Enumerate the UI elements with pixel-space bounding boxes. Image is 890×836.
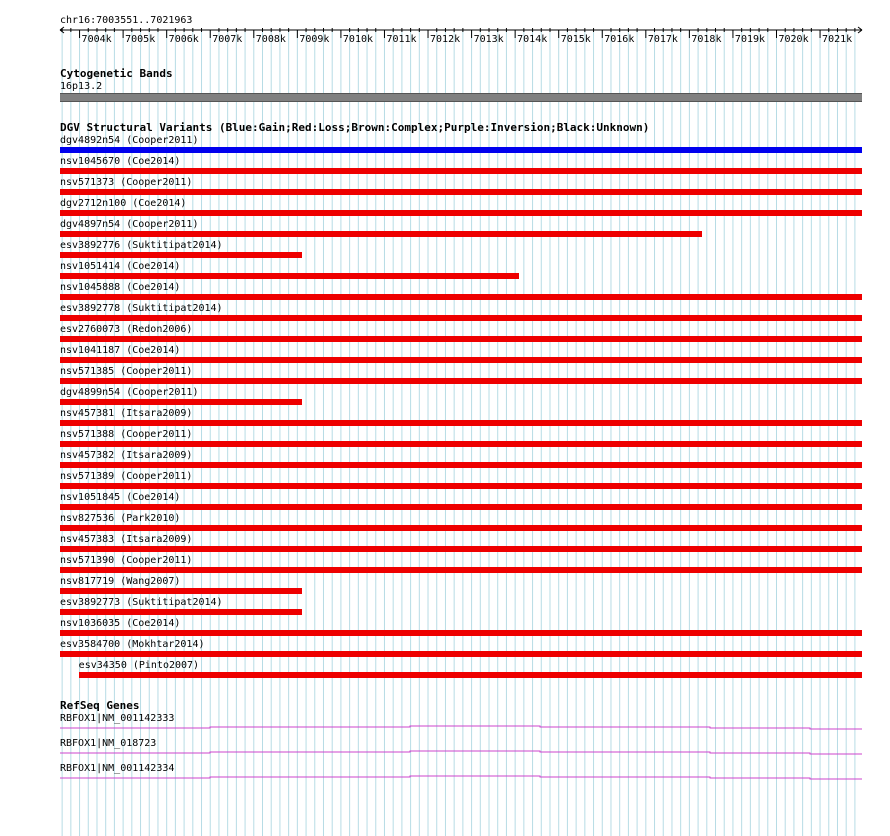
variant-label[interactable]: dgv4897n54 (Cooper2011) bbox=[60, 219, 199, 230]
variant-label[interactable]: dgv4899n54 (Cooper2011) bbox=[60, 387, 199, 398]
dgv-track-title: DGV Structural Variants (Blue:Gain;Red:Loss;Brown:Complex;Purple:Inversion;Black:Unknown) bbox=[60, 121, 650, 134]
variant-label[interactable]: nsv571373 (Cooper2011) bbox=[60, 177, 193, 188]
variant-label[interactable]: esv3892773 (Suktitipat2014) bbox=[60, 597, 223, 608]
variant-bar[interactable] bbox=[60, 462, 862, 468]
variant-label[interactable]: nsv457383 (Itsara2009) bbox=[60, 534, 193, 545]
variant-bar[interactable] bbox=[60, 588, 302, 594]
variant-label[interactable]: dgv4892n54 (Cooper2011) bbox=[60, 135, 199, 146]
ruler-tick-label: 7020k bbox=[778, 34, 809, 45]
variant-bar[interactable] bbox=[60, 630, 862, 636]
refseq-track-title: RefSeq Genes bbox=[60, 699, 140, 712]
variant-bar[interactable] bbox=[60, 315, 862, 321]
variant-bar[interactable] bbox=[60, 504, 862, 510]
variant-bar[interactable] bbox=[60, 147, 862, 153]
variant-bar[interactable] bbox=[60, 399, 302, 405]
ruler-tick-label: 7019k bbox=[734, 34, 766, 45]
variant-label[interactable]: nsv1036035 (Coe2014) bbox=[60, 618, 181, 629]
variant-label[interactable]: nsv1051845 (Coe2014) bbox=[60, 492, 181, 503]
variant-label[interactable]: nsv571385 (Cooper2011) bbox=[60, 366, 193, 377]
variant-label[interactable]: esv3584700 (Mokhtar2014) bbox=[60, 639, 205, 650]
ruler-tick-label: 7014k bbox=[517, 34, 548, 45]
gene-label[interactable]: RBFOX1|NM_001142333 bbox=[60, 713, 175, 724]
variant-bar[interactable] bbox=[60, 609, 302, 615]
ruler-tick-label: 7016k bbox=[604, 34, 635, 45]
variant-bar[interactable] bbox=[60, 210, 862, 216]
variant-bar[interactable] bbox=[60, 546, 862, 552]
ruler-tick-label: 7007k bbox=[212, 34, 243, 45]
variant-bar[interactable] bbox=[60, 252, 302, 258]
variant-bar[interactable] bbox=[60, 336, 862, 342]
variant-bar[interactable] bbox=[60, 168, 862, 174]
ruler-tick-label: 7015k bbox=[560, 34, 591, 45]
variant-bar[interactable] bbox=[60, 357, 862, 363]
variant-label[interactable]: nsv817719 (Wang2007) bbox=[60, 576, 181, 587]
gene-label[interactable]: RBFOX1|NM_018723 bbox=[60, 738, 157, 749]
variant-label[interactable]: dgv2712n100 (Coe2014) bbox=[60, 198, 187, 209]
variant-label[interactable]: nsv571390 (Cooper2011) bbox=[60, 555, 193, 566]
variant-bar[interactable] bbox=[60, 525, 862, 531]
variant-label[interactable]: nsv457382 (Itsara2009) bbox=[60, 450, 193, 461]
variant-label[interactable]: nsv1045670 (Coe2014) bbox=[60, 156, 181, 167]
variant-label[interactable]: nsv1051414 (Coe2014) bbox=[60, 261, 181, 272]
variant-bar[interactable] bbox=[60, 273, 519, 279]
ruler-tick-label: 7021k bbox=[822, 34, 853, 45]
gene-label[interactable]: RBFOX1|NM_001142334 bbox=[60, 763, 175, 774]
ruler-tick-label: 7010k bbox=[342, 34, 374, 45]
variant-label[interactable]: nsv1045888 (Coe2014) bbox=[60, 282, 181, 293]
cytoband-track-title: Cytogenetic Bands bbox=[60, 67, 173, 80]
region-label: chr16:7003551..7021963 bbox=[60, 15, 193, 26]
ruler-tick-label: 7006k bbox=[168, 34, 199, 45]
variant-label[interactable]: esv2760073 (Redon2006) bbox=[60, 324, 193, 335]
ruler-tick-label: 7012k bbox=[430, 34, 461, 45]
variant-label[interactable]: nsv1041187 (Coe2014) bbox=[60, 345, 181, 356]
ruler-tick-label: 7008k bbox=[255, 34, 286, 45]
variant-bar[interactable] bbox=[60, 420, 862, 426]
variant-bar[interactable] bbox=[60, 189, 862, 195]
variant-bar[interactable] bbox=[60, 651, 862, 657]
variant-label[interactable]: nsv457381 (Itsara2009) bbox=[60, 408, 193, 419]
variant-label[interactable]: esv3892776 (Suktitipat2014) bbox=[60, 240, 223, 251]
variant-bar[interactable] bbox=[60, 294, 862, 300]
variant-bar[interactable] bbox=[79, 672, 862, 678]
ruler-tick-label: 7013k bbox=[473, 34, 504, 45]
variant-bar[interactable] bbox=[60, 483, 862, 489]
variant-label[interactable]: nsv571388 (Cooper2011) bbox=[60, 429, 193, 440]
variant-label[interactable]: esv3892778 (Suktitipat2014) bbox=[60, 303, 223, 314]
cytoband-label: 16p13.2 bbox=[60, 81, 103, 92]
variant-bar[interactable] bbox=[60, 378, 862, 384]
cytoband-bar[interactable] bbox=[60, 93, 862, 102]
ruler-tick-label: 7005k bbox=[125, 34, 156, 45]
ruler-tick-label: 7018k bbox=[691, 34, 722, 45]
variant-bar[interactable] bbox=[60, 231, 702, 237]
variant-label[interactable]: nsv827536 (Park2010) bbox=[60, 513, 181, 524]
ruler-tick-label: 7011k bbox=[386, 34, 417, 45]
ruler-tick-label: 7004k bbox=[81, 34, 112, 45]
ruler-tick-label: 7017k bbox=[647, 34, 678, 45]
variant-bar[interactable] bbox=[60, 567, 862, 573]
variant-label[interactable]: esv34350 (Pinto2007) bbox=[78, 660, 200, 671]
variant-label[interactable]: nsv571389 (Cooper2011) bbox=[60, 471, 193, 482]
variant-bar[interactable] bbox=[60, 441, 862, 447]
ruler-tick-label: 7009k bbox=[299, 34, 330, 45]
